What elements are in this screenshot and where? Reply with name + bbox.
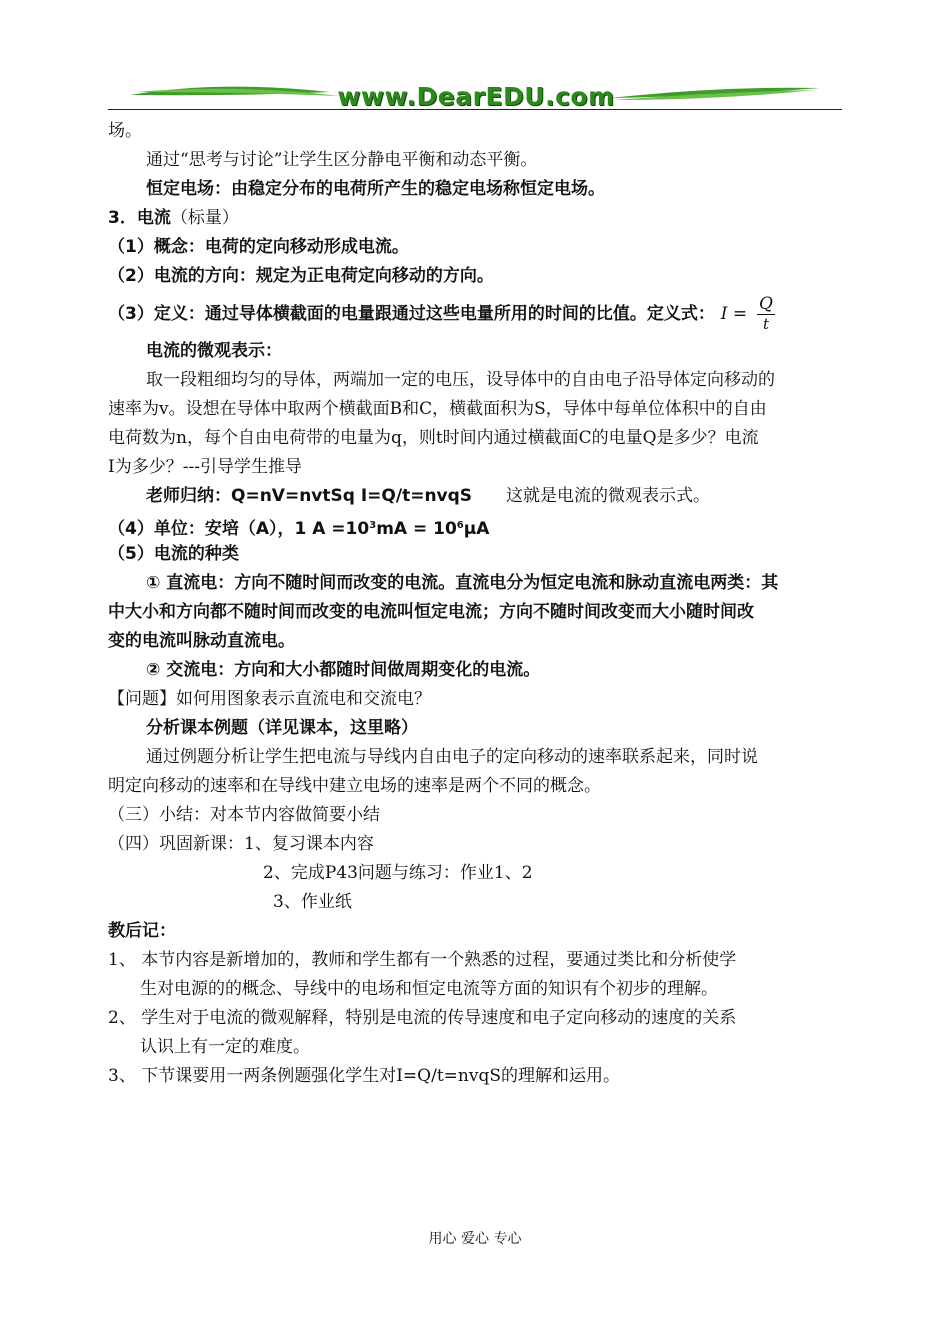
page-header (0, 0, 950, 115)
exponent: 3 (369, 520, 377, 531)
summary-note: 这就是电流的微观表示式。 (506, 486, 711, 506)
section-title: 3．电流 (108, 208, 171, 228)
list-item-continuation: 生对电源的的概念、导线中的电场和恒定电流等方面的知识有个初步的理解。 (140, 979, 718, 999)
paragraph-line: 速率为v。设想在导体中取两个横截面B和C，横截面积为S，导体中每单位体积中的自由 (108, 399, 767, 419)
question-line: 【问题】如何用图象表示直流电和交流电？ (108, 689, 431, 709)
definition-formula-line (108, 291, 848, 337)
text-line: （三）小结：对本节内容做简要小结 (108, 805, 380, 825)
text-line: （四）巩固新课：1、复习课本内容 (108, 834, 374, 854)
unit-text: μA (463, 519, 490, 539)
paragraph-line: 取一段粗细均匀的导体，两端加一定的电压，设导体中的自由电子沿导体定向移动的 (146, 370, 775, 390)
document-body (108, 117, 848, 1091)
fraction-numerator: Q (759, 293, 773, 314)
formula-lhs: I = (720, 304, 748, 324)
text-line: （5）电流的种类 (108, 544, 239, 564)
paragraph-line: 变的电流叫脉动直流电。 (108, 631, 295, 651)
text-line: （2）电流的方向：规定为正电荷定向移动的方向。 (108, 266, 494, 286)
exponent: 6 (456, 520, 464, 531)
definition-line: 恒定电场：由稳定分布的电荷所产生的稳定电场称恒定电场。 (146, 179, 605, 199)
unit-text: （4）单位：安培（A），1 A =10 (108, 519, 370, 539)
unit-line (108, 511, 848, 540)
site-logo[interactable]: www.DearEDU.com (337, 82, 615, 111)
text-line: 通过“思考与讨论”让学生区分静电平衡和动态平衡。 (146, 150, 538, 170)
header-rule (108, 109, 842, 110)
paragraph-line: ① 直流电：方向不随时间而改变的电流。直流电分为恒定电流和脉动直流电两类：其 (146, 573, 779, 593)
reflection-heading: 教后记： (108, 921, 176, 941)
text-line: （1）概念：电荷的定向移动形成电流。 (108, 237, 409, 257)
paragraph-line: I为多少？---引导学生推导 (108, 457, 302, 477)
page-footer: 用心 爱心 专心 (428, 1231, 522, 1247)
text-line: ② 交流电：方向和大小都随时间做周期变化的电流。 (146, 660, 541, 680)
section-heading (108, 204, 848, 233)
subheading: 电流的微观表示： (146, 341, 282, 361)
list-item: 3、 下节课要用一两条例题强化学生对I=Q/t=nvqS的理解和运用。 (108, 1066, 620, 1086)
text-line: 2、完成P43问题与练习：作业1、2 (263, 863, 533, 883)
summary-line (108, 482, 848, 511)
fraction-denominator: t (763, 314, 770, 333)
paragraph-line: 明定向移动的速率和在导线中建立电场的速率是两个不同的概念。 (108, 776, 601, 796)
paragraph-line: 通过例题分析让学生把电流与导线内自由电子的定向移动的速率联系起来，同时说 (146, 747, 758, 767)
section-note: （标量） (170, 208, 239, 228)
list-item: 2、 学生对于电流的微观解释，特别是电流的传导速度和电子定向移动的速度的关系 (108, 1008, 737, 1028)
paragraph-line: 中大小和方向都不随时间而改变的电流叫恒定电流；方向不随时间改变而大小随时间改 (108, 602, 754, 622)
text-line: 场。 (108, 121, 142, 141)
text-line: 3、作业纸 (273, 892, 352, 912)
list-item: 1、 本节内容是新增加的，教师和学生都有一个熟悉的过程，要通过类比和分析使学 (108, 950, 737, 970)
paragraph-line: 电荷数为n，每个自由电荷带的电量为q，则t时间内通过横截面C的电量Q是多少？电流 (108, 428, 759, 448)
fraction (757, 295, 775, 334)
list-item-continuation: 认识上有一定的难度。 (140, 1037, 310, 1057)
summary-formula: 老师归纳：Q=nV=nvtSq I=Q/t=nvqS (146, 486, 473, 506)
definition-text: （3）定义：通过导体横截面的电量跟通过这些电量所用的时间的比值。定义式： (108, 304, 715, 324)
text-line: 分析课本例题（详见课本，这里略） (146, 718, 418, 738)
unit-text: mA = 10 (376, 519, 457, 539)
